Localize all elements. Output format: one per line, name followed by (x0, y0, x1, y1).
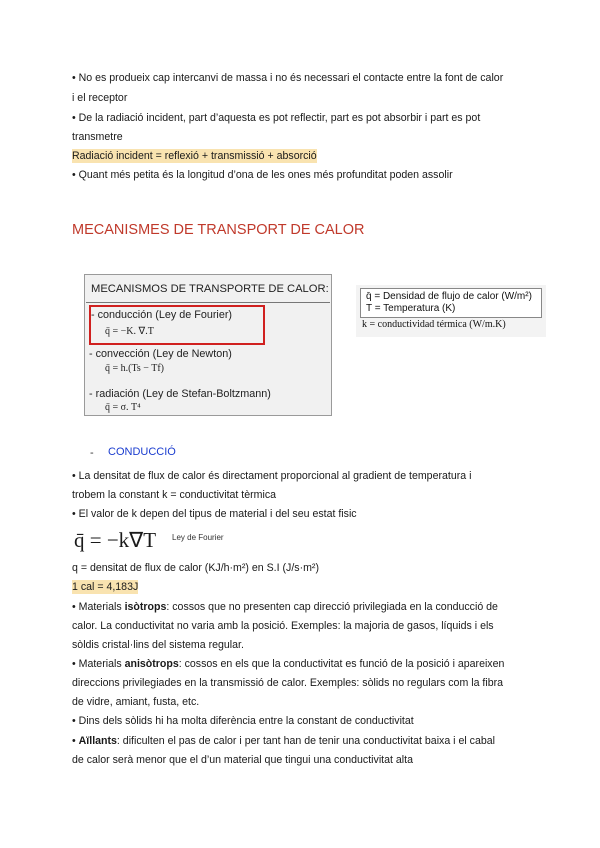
body-line-2: trobem la constant k = conductivitat tèrmica (72, 489, 277, 501)
figure-divider (86, 302, 330, 303)
figure-title: MECANISMOS DE TRANSPORTE DE CALOR: (91, 283, 329, 295)
insulators-prefix: • (72, 735, 79, 747)
intro-line-3: • De la radiació incident, part d’aquesta es pot reflectir, part es pot absorbir i part es pot (72, 112, 481, 124)
body-line-1: • La densitat de flux de calor és directament proporcional al gradient de temperatura i (72, 470, 472, 482)
conduction-equation: q̄ = −K. ∇.T (105, 326, 154, 337)
insulators-text: : dificulten el pas de calor i per tant han de tenir una conductivitat baixa i el cabal (116, 735, 495, 747)
list-dash: - (90, 447, 94, 459)
highlight-radiation-equation: Radiació incident = reflexió + transmissió + absorció (72, 150, 317, 162)
calorie-conversion: 1 cal = 4,183J (72, 581, 139, 593)
radiation-label: - radiación (Ley de Stefan-Boltzmann) (89, 388, 271, 400)
legend-t: T = Temperatura (K) (366, 303, 456, 314)
insulators-term: Aïllants (78, 735, 117, 747)
symbol-legend (356, 285, 546, 337)
transport-mechanisms-figure (84, 274, 332, 416)
body-line-6: calor. La conductivitat no varia amb la posició. Exemples: la majoria de gasos, líquids i els (72, 620, 494, 632)
insulators-line (72, 734, 495, 748)
isotropic-line (72, 600, 498, 614)
convection-label: - convección (Ley de Newton) (89, 348, 232, 360)
convection-equation: q̄ = h.(Ts − Tf) (105, 363, 164, 374)
legend-q: q̄ = Densidad de flujo de calor (W/m²) (366, 291, 532, 302)
isotropic-prefix: • Materials (72, 601, 125, 613)
anisotropic-prefix: • Materials (72, 658, 125, 670)
fourier-label: Ley de Fourier (172, 533, 224, 542)
anisotropic-text: : cossos en els que la conductivitat es funció de la posició i apareixen (178, 658, 505, 670)
conduction-label: - conducción (Ley de Fourier) (91, 309, 233, 321)
body-line-11: • Dins dels sòlids hi ha molta diferència entre la constant de conductivitat (72, 715, 414, 727)
fourier-formula: q̄ = −k∇T (74, 528, 157, 552)
body-line-9: direccions privilegiades en la transmissió de calor. Exemples: sòlids no regulars com la fibra (72, 677, 504, 689)
radiation-equation: q̄ = σ. T⁴ (105, 402, 141, 413)
anisotropic-term: anisòtrops (124, 658, 179, 670)
body-line-13: de calor serà menor que el d’un material que tingui una conductivitat alta (72, 754, 413, 766)
intro-line-5: • Quant més petita és la longitud d’ona de les ones més profunditat poden assolir (72, 169, 453, 181)
body-line-3: • El valor de k depen del tipus de material i del seu estat fisic (72, 508, 357, 520)
body-line-4: q = densitat de flux de calor (KJ/h·m²) en S.I (J/s·m²) (72, 562, 319, 574)
body-line-7: sòldis cristal·lins del sistema regular. (72, 639, 244, 651)
subsection-title: CONDUCCIÓ (108, 446, 176, 458)
anisotropic-line (72, 657, 504, 671)
legend-k: k = conductividad térmica (W/m.K) (362, 319, 506, 330)
intro-line-1: • No es produeix cap intercanvi de massa i no és necessari el contacte entre la font de calor (72, 72, 504, 84)
intro-line-2: i el receptor (72, 92, 128, 104)
section-heading: MECANISMES DE TRANSPORT DE CALOR (72, 222, 365, 238)
intro-line-4: transmetre (72, 131, 123, 143)
body-line-10: de vidre, amiant, fusta, etc. (72, 696, 200, 708)
isotropic-term: isòtrops (124, 601, 167, 613)
isotropic-text: : cossos que no presenten cap direcció privilegiada en la conducció de (166, 601, 498, 613)
